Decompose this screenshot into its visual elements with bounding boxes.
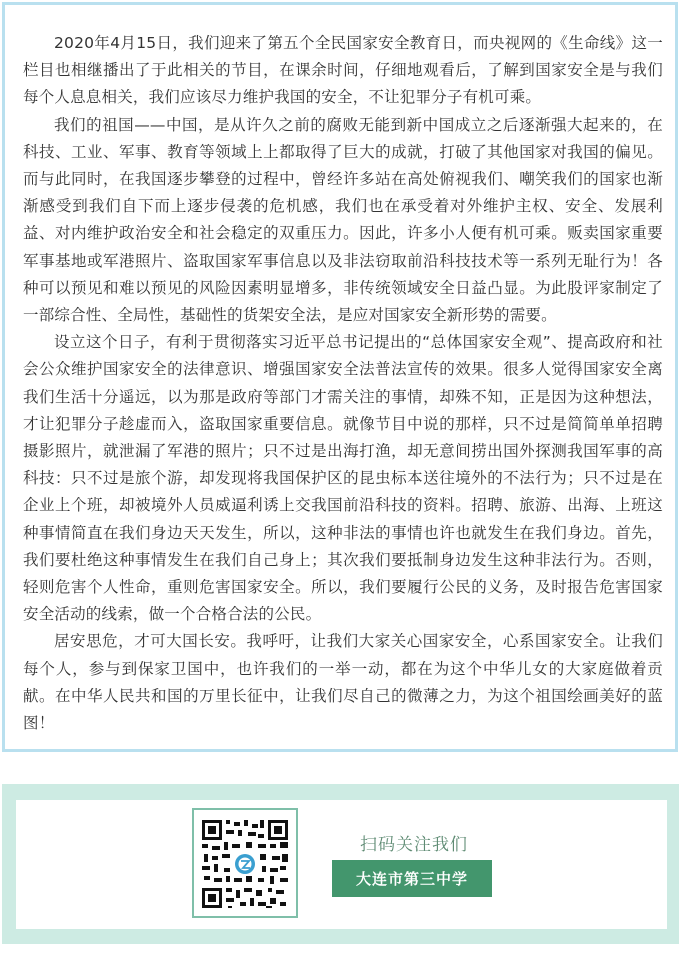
qr-code-icon[interactable] xyxy=(192,808,298,918)
article-body xyxy=(23,30,663,737)
paragraph-4: 居安思危，才可大国长安。我呼吁，让我们大家关心国家安全，心系国家安全。让我们每个人，参与到保家卫国中，也许我们的一举一动，都在为这个中华儿女的大家庭做着贡献。在中华人民共和国的万里长征中，让我们尽自己的微薄之力，为这个祖国绘画美好的蓝图！ xyxy=(23,632,663,733)
paragraph-1: 2020年4月15日，我们迎来了第五个全民国家安全教育日，而央视网的《生命线》这一栏目也相继播出了于此相关的节目，在课余时间，仔细地观看后，了解到国家安全是与我们每个人息息相关，我们应该尽力维护我国的安全，不让犯罪分子有机可乘。 xyxy=(23,34,663,107)
footer-panel xyxy=(2,784,679,944)
paragraph-3: 设立这个日子，有利于贯彻落实习近平总书记提出的“总体国家安全观”、提高政府和社会公众维护国家安全的法律意识、增强国家安全法普法宣传的效果。很多人觉得国家安全离我们生活十分遥远，以为那是政府等部门才需关注的事情，却殊不知，正是因为这种想法，才让犯罪分子趁虚而入，盗取国家重要信息。就像节目中说的那样，只不过是简简单单招聘摄影照片，就泄漏了军港的照片；只不过是出海打渔，却无意间捞出国外探测我国军事的高科技：只不过是旅个游，却发现将我国保护区的昆虫标本送往境外的不法行为；只不过是在企业上个班，却被境外人员威逼利诱上交我国前沿科技的资料。招聘、旅游、出海、上班这种事情简直在我们身边天天发生，所以，这种非法的事情也许也就发生在我们身边。首先，我们要杜绝这种事情发生在我们自己身上；其次我们要抵制身边发生这种非法行为。否则，轻则危害个人性命，重则危害国家安全。所以，我们要履行公民的义务，及时报告危害国家安全活动的线索，做一个合格合法的公民。 xyxy=(23,333,663,624)
article-container xyxy=(2,2,678,752)
paragraph-2: 我们的祖国——中国，是从许久之前的腐败无能到新中国成立之后逐渐强大起来的，在科技、工业、军事、教育等领域上上都取得了巨大的成就，打破了其他国家对我国的偏见。而与此同时，在我国逐步攀登的过程中，曾经许多站在高处俯视我们、嘲笑我们的国家也渐渐感受到我们自下而上逐步侵袭的危机感，我们也在承受着对外维护主权、安全、发展利益、对内维护政治安全和社会稳定的双重压力。因此，许多小人便有机可乘。贩卖国家重要军事基地或军港照片、盗取国家军事信息以及非法窃取前沿科技技术等一系列无耻行为！各种可以预见和难以预见的风险因素明显增多，非传统领域安全日益凸显。为此股评家制定了一部综合性、全局性，基础性的货架安全法，是应对国家安全新形势的需要。 xyxy=(23,115,663,325)
footer-card xyxy=(16,800,667,929)
scan-follow-label: 扫码关注我们 xyxy=(360,835,468,855)
school-name-badge[interactable]: 大连市第三中学 xyxy=(332,860,492,897)
